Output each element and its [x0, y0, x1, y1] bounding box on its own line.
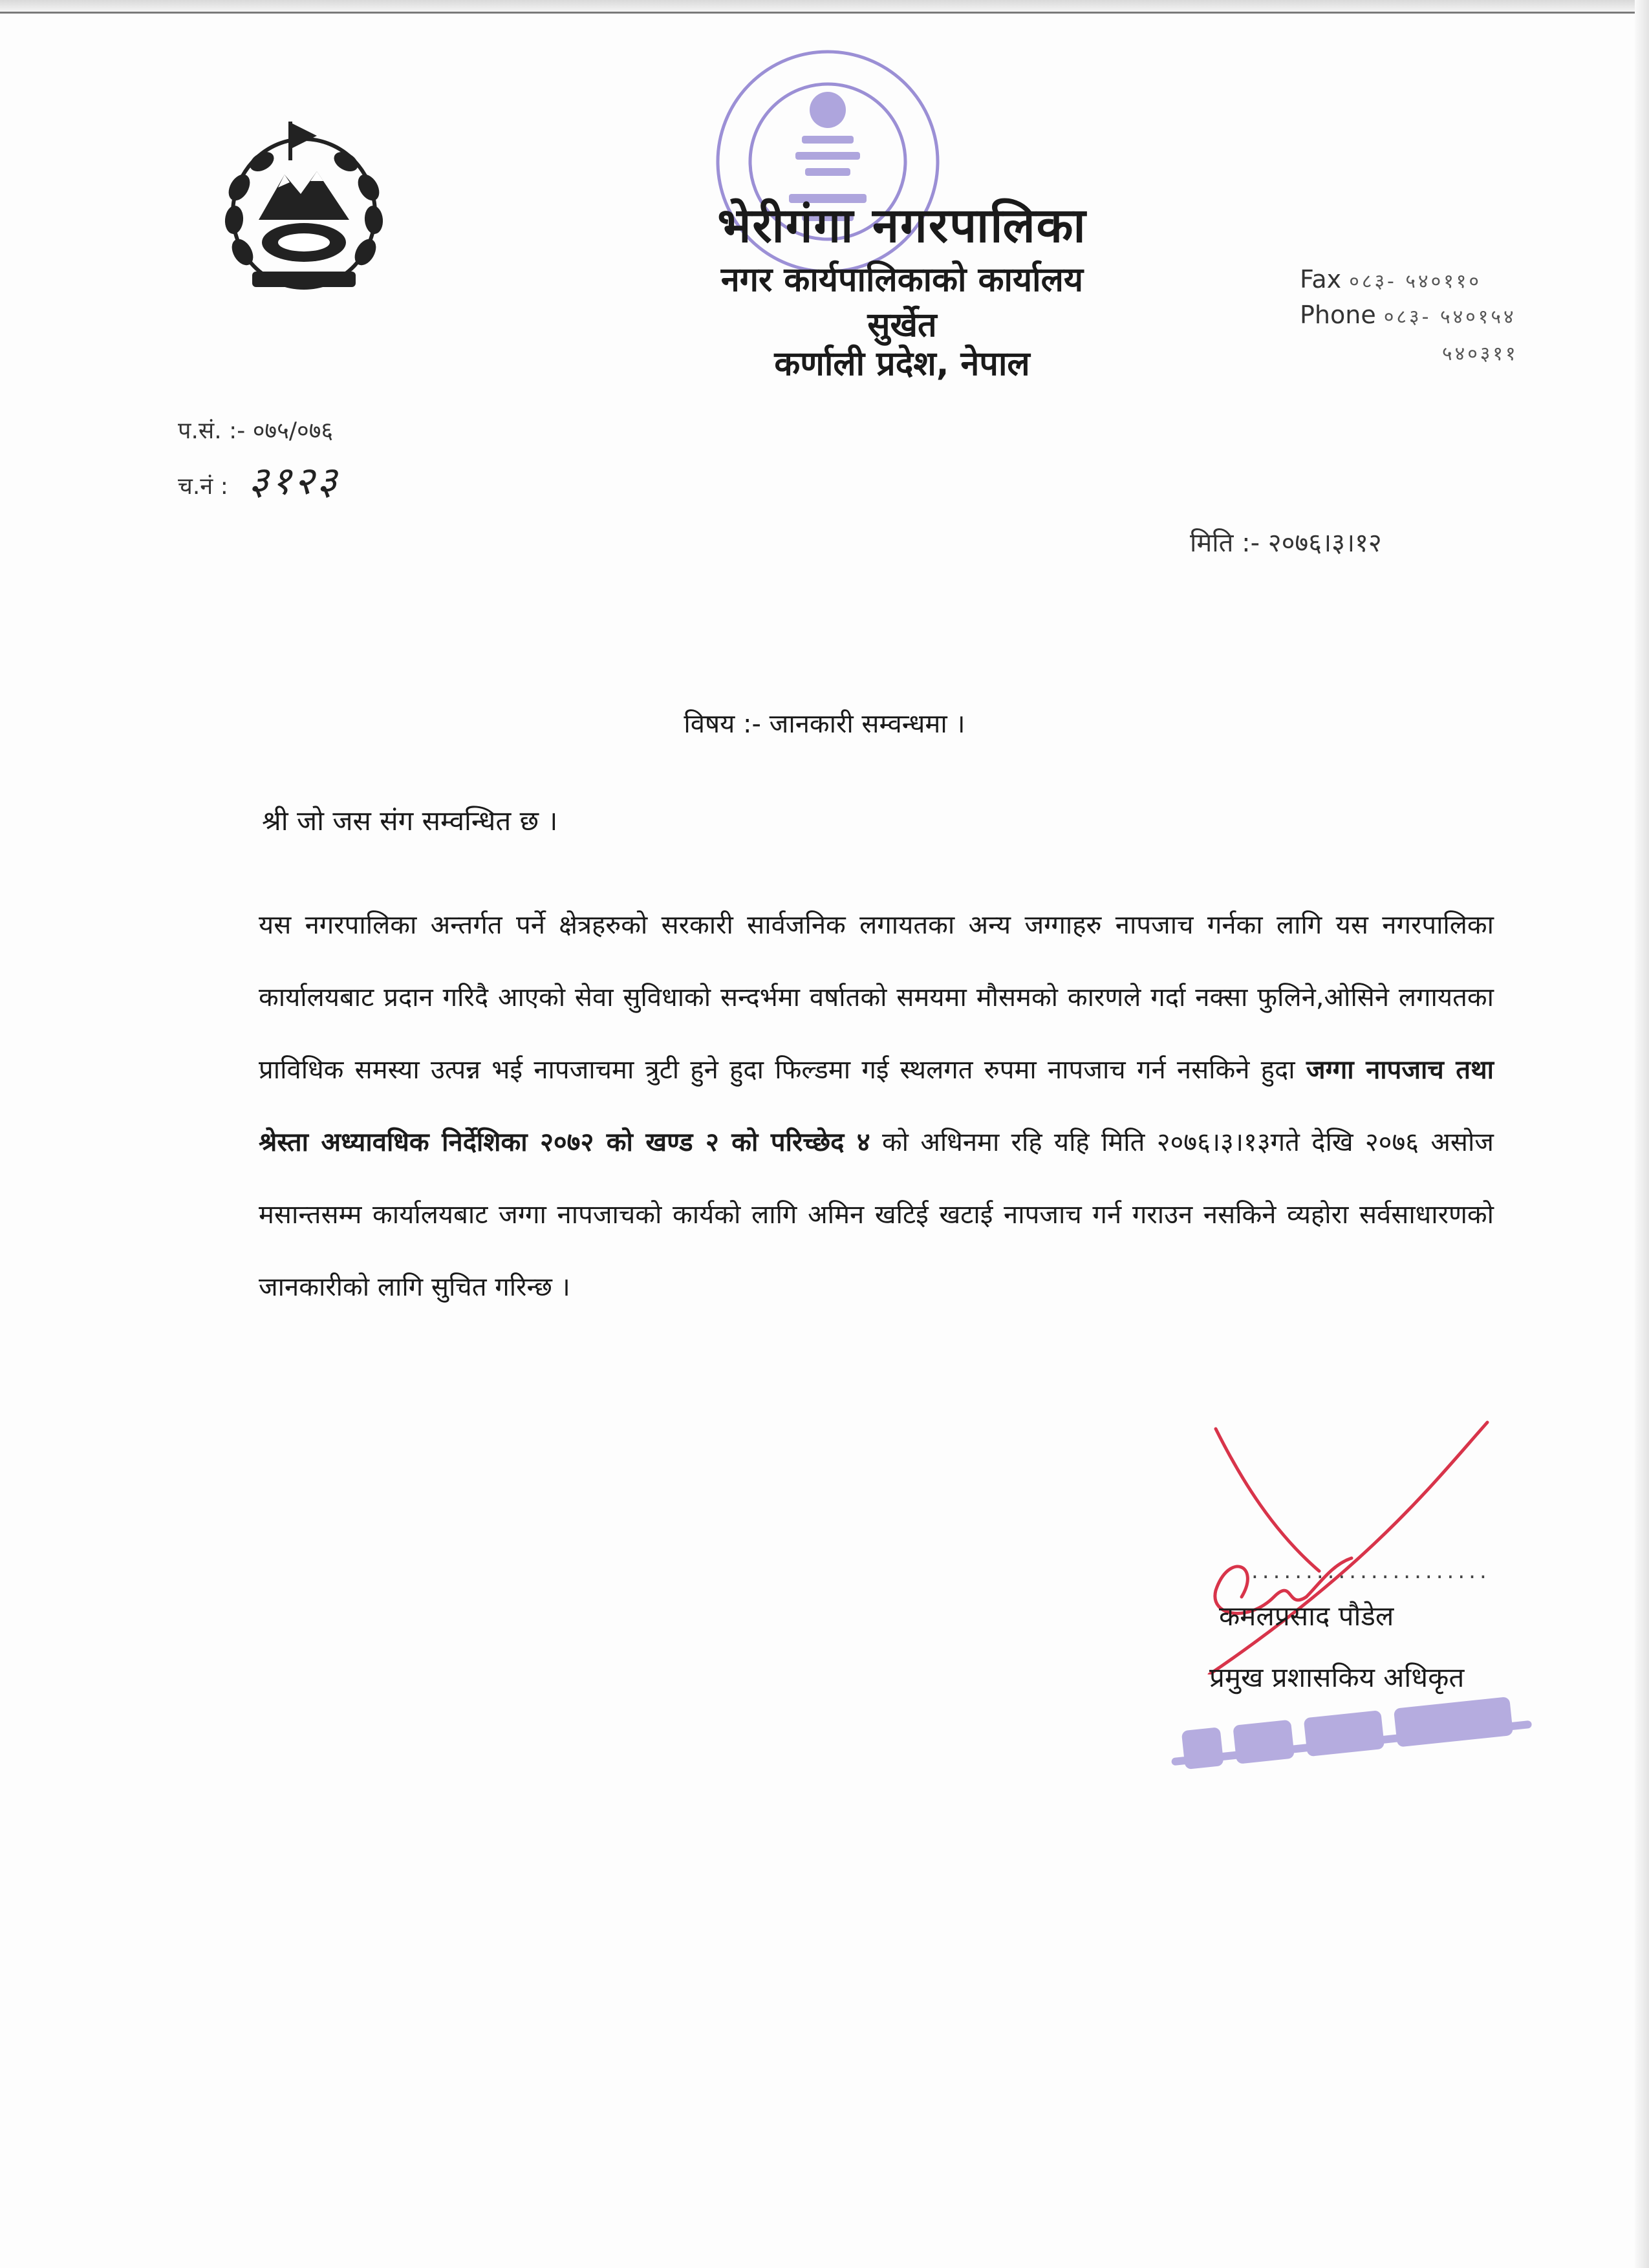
- scan-edge-line: [0, 12, 1649, 14]
- letter-salutation: श्री जो जस संग सम्वन्धित छ ।: [262, 805, 558, 837]
- phone-number-2: ५४०३११: [1442, 343, 1518, 365]
- patra-sankhya: [178, 414, 333, 445]
- phone-line: [1300, 301, 1516, 329]
- letter-date: [1190, 524, 1382, 559]
- signature-icon: [1190, 1403, 1500, 1674]
- chalani-value: ३१२३: [248, 458, 340, 504]
- fax-line: [1300, 265, 1482, 294]
- municipality-title: भेरीगंगा नगरपालिका: [717, 198, 1087, 253]
- signatory-name: कमलप्रसाद पौडेल: [1219, 1600, 1394, 1632]
- signature-line: ......................: [1251, 1558, 1491, 1584]
- province-name: कर्णाली प्रदेश, नेपाल: [774, 345, 1030, 383]
- date-value: २०७६।३।१२: [1267, 528, 1382, 558]
- signatory-title: प्रमुख प्रशासकिय अधिकृत: [1209, 1662, 1465, 1693]
- letter-body: [259, 889, 1494, 1323]
- body-part-2: को अधिनमा रहि यहि मिति २०७६।३।१३गते देखि २०७६ असोज मसान्तसम्म कार्यालयबाट जग्गा नापजाचको कार्यको लागि अमिन खटिई खटाई नापजाच गर्न गराउन नसकिने व्यहोरा सर्वसाधारणको जानकारीको लागि सुचित गरिन्छ ।: [259, 1128, 1494, 1302]
- district-name: सुर्खेत: [867, 306, 937, 345]
- fax-label: Fax: [1300, 265, 1342, 294]
- body-bold-reference: जग्गा नापजाच तथा श्रेस्ता अध्यावधिक निर्देशिका २०७२ को खण्ड २ को परिच्छेद ४: [259, 1055, 1494, 1157]
- phone-number-1: ०८३- ५४०१५४: [1383, 306, 1516, 328]
- designation-stamp-icon: [1158, 1694, 1546, 1791]
- date-label: मिति :-: [1190, 528, 1260, 558]
- chalani-number: [178, 453, 339, 506]
- body-part-1: यस नगरपालिका अन्तर्गत पर्ने क्षेत्रहरुको सरकारी सार्वजनिक लगायतका अन्य जग्गाहरु नापजाच गर्नका लागि यस नगरपालिका कार्यालयबाट प्रदान गरिदै आएको सेवा सुविधाको सन्दर्भमा वर्षातको समयमा मौसमको कारणले गर्दा नक्सा फुलिने,ओसिने लगायतका प्राविधिक समस्या उत्पन्न भई नापजाचमा त्रुटी हुने हुदा फिल्डमा गई स्थलगत रुपमा नापजाच गर्न नसकिने हुदा: [259, 910, 1494, 1085]
- patra-label: प.सं. :-: [178, 418, 246, 444]
- phone-label: Phone: [1300, 301, 1376, 329]
- chalani-label: च.नं :: [178, 473, 228, 500]
- office-name: नगर कार्यपालिकाको कार्यालय: [720, 261, 1084, 299]
- scan-shadow-top: [0, 0, 1649, 12]
- letter-subject: विषय :- जानकारी सम्वन्धमा ।: [684, 709, 965, 739]
- fax-number: ०८३- ५४०११०: [1349, 270, 1482, 293]
- patra-value: ०७५/०७६: [252, 418, 334, 444]
